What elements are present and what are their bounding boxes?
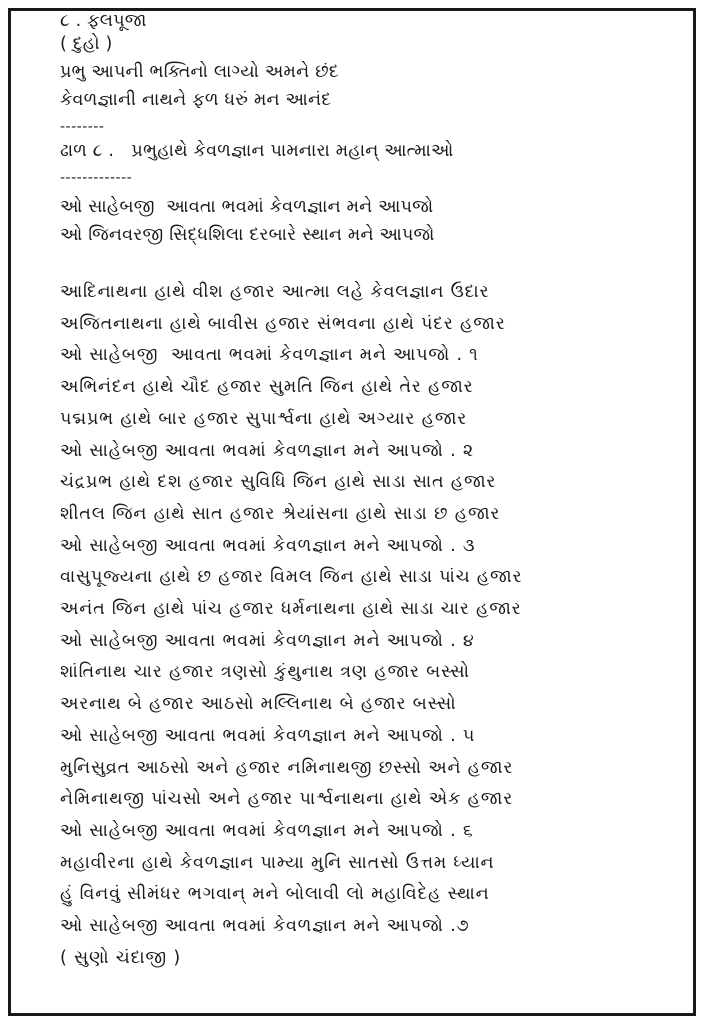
verse-list bbox=[60, 277, 690, 943]
verse-line: અજિતનાથના હાથે બાવીસ હજાર સંભવના હાથે પંદર હજાર bbox=[60, 313, 506, 334]
verse-line: ચંદ્રપ્રભ હાથે દશ હજાર સુવિધિ જિન હાથે સાડા સાત હજાર bbox=[60, 472, 497, 493]
verse-line: મુનિસુવ્રત આઠસો અને હજાર નમિનાથજી છસ્સો અને હજાર bbox=[60, 757, 514, 778]
dhal-heading: ઢાળ ૮ . પ્રભુહાથે કેવળજ્ઞાન પામનારા મહાન્ આત્માઓ bbox=[60, 141, 454, 161]
closing-note: ( સુણો ચંદાજી ) bbox=[60, 947, 181, 968]
page-title: ૮ . ફલપૂજા bbox=[60, 11, 147, 31]
verse-refrain: ઓ સાહેબજી આવતા ભવમાં કેવળજ્ઞાન મને આપજો . ૧ bbox=[60, 345, 479, 366]
verse-refrain: ઓ સાહેબજી આવતા ભવમાં કેવળજ્ઞાન મને આપજો . ૩ bbox=[60, 535, 476, 556]
verse-refrain: ઓ સાહેબજી આવતા ભવમાં કેવળજ્ઞાન મને આપજો . ૫ bbox=[60, 725, 476, 746]
verse-line: પદ્મપ્રભ હાથે બાર હજાર સુપાર્શ્વના હાથે અગ્યાર હજાર bbox=[60, 408, 468, 429]
refrain-line: ઓ સાહેબજી આવતા ભવમાં કેવળજ્ઞાન મને આપજો bbox=[60, 197, 434, 217]
verse-line: હું વિનવું સીમંધર ભગવાન્ મને બોલાવી લો મહાવિદેહ સ્થાન bbox=[60, 884, 490, 905]
verse-line: નેમિનાથજી પાંચસો અને હજાર પાર્શ્વનાથના હાથે એક હજાર bbox=[60, 789, 514, 810]
verse-refrain: ઓ સાહેબજી આવતા ભવમાં કેવળજ્ઞાન મને આપજો .૭ bbox=[60, 916, 470, 937]
doha-line: પ્રભુ આપની ભક્તિનો લાગ્યો અમને છંદ bbox=[60, 62, 339, 82]
verse-line: મહાવીરના હાથે કેવળજ્ઞાન પામ્યા મુનિ સાતસો ઉત્તમ ધ્યાન bbox=[60, 852, 495, 873]
verse-line: શાંતિનાથ ચાર હજાર ત્રણસો કુંથુનાથ ત્રણ હજાર બસ્સો bbox=[60, 662, 470, 683]
verse-refrain: ઓ સાહેબજી આવતા ભવમાં કેવળજ્ઞાન મને આપજો . ૪ bbox=[60, 630, 475, 651]
verse-line: આદિનાથના હાથે વીશ હજાર આત્મા લહે કેવલજ્ઞાન ઉદાર bbox=[60, 282, 490, 302]
verse-line: વાસુપૂજ્યના હાથે છ હજાર વિમલ જિન હાથે સાડા પાંચ હજાર bbox=[60, 567, 523, 588]
verse-line: અરનાથ બે હજાર આઠસો મલ્લિનાથ બે હજાર બસ્સો bbox=[60, 694, 457, 715]
document-body bbox=[60, 10, 690, 974]
verse-line: શીતલ જિન હાથે સાત હજાર શ્રેયાંસના હાથે સાડા છ હજાર bbox=[60, 503, 501, 524]
separator: -------- bbox=[60, 119, 105, 135]
section-subtitle: ( દુહો ) bbox=[60, 34, 113, 54]
verse-line: અભિનંદન હાથે ચૌદ હજાર સુમતિ જિન હાથે તેર હજાર bbox=[60, 377, 474, 398]
verse-refrain: ઓ સાહેબજી આવતા ભવમાં કેવળજ્ઞાન મને આપજો . ૨ bbox=[60, 440, 474, 461]
verse-line: અનંત જિન હાથે પાંચ હજાર ધર્મનાથના હાથે સાડા ચાર હજાર bbox=[60, 599, 522, 620]
separator: ------------- bbox=[60, 170, 133, 186]
verse-refrain: ઓ સાહેબજી આવતા ભવમાં કેવળજ્ઞાન મને આપજો . ૬ bbox=[60, 820, 474, 841]
doha-line: કેવળજ્ઞાની નાથને ફળ ધરું મન આનંદ bbox=[60, 90, 332, 110]
refrain-line: ઓ જિનવરજી સિદ્ધશિલા દરબારે સ્થાન મને આપજો bbox=[60, 225, 435, 245]
